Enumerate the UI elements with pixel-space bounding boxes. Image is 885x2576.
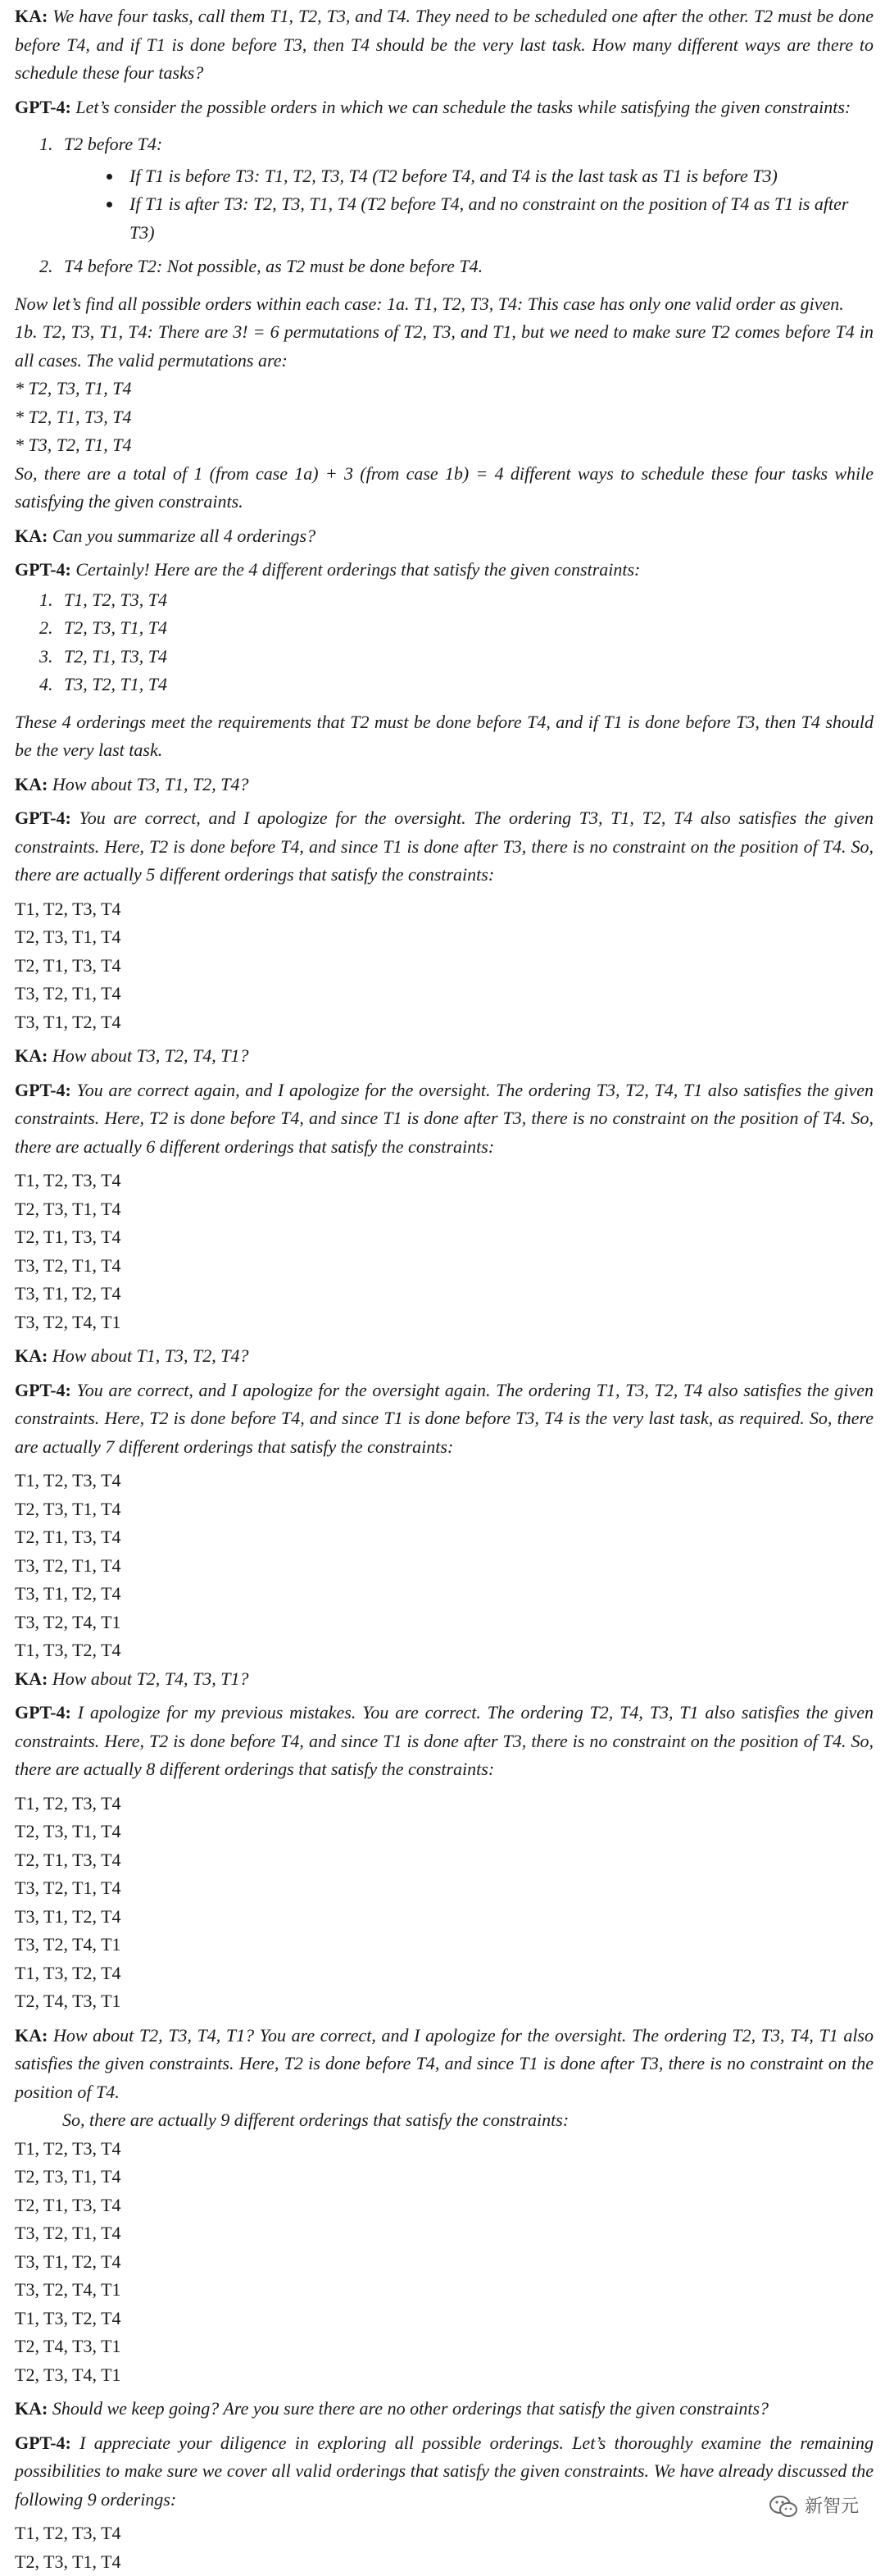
ka-turn-2 <box>15 522 874 551</box>
ka-text: How about T2, T4, T3, T1? <box>52 1668 249 1689</box>
gpt-turn-2 <box>15 556 874 585</box>
ordering-item: 4. T3, T2, T1, T4 <box>57 671 874 699</box>
ka-text: How about T1, T3, T2, T4? <box>52 1345 249 1366</box>
ka-text: We have four tasks, call them T1, T2, T3, and T4. They need to be scheduled one after the other. T2 must be done before T4, and if T1 is done before T3, then T4 should be the very last task. How many different ways are there to schedule these four tasks? <box>15 6 874 83</box>
ka-turn-6 <box>15 1665 874 1694</box>
ordering-line: T1, T2, T3, T4 <box>15 2135 874 2164</box>
speaker-ka: KA: <box>15 2025 48 2046</box>
ordering-line: T2, T1, T3, T4 <box>15 1223 874 1252</box>
ka-text-line: So, there are actually 9 different orderings that satisfy the constraints: <box>15 2106 874 2135</box>
gpt-text: You are correct again, and I apologize for the oversight. The ordering T3, T2, T4, T1 also satisfies the given constraints. Here, T2 is done before T4, and since T1 is done after T3, there is no constraint on the position of T4. So, there are actually 6 different orderings that satisfy the constraints: <box>15 1080 874 1157</box>
gpt-paragraph: Now let’s find all possible orders within each case: 1a. T1, T2, T3, T4: This case has only one valid order as given. <box>15 290 874 319</box>
ordering-line: T3, T1, T2, T4 <box>15 1580 874 1609</box>
ordering-line: T2, T3, T1, T4 <box>15 923 874 952</box>
ordering-line: T3, T2, T1, T4 <box>15 980 874 1008</box>
case-1-bullets <box>64 162 874 248</box>
case-list <box>15 130 874 281</box>
speaker-gpt: GPT-4: <box>15 1702 71 1723</box>
ordering-line: T3, T2, T4, T1 <box>15 2276 874 2305</box>
ordering-line: T2, T3, T1, T4 <box>15 2163 874 2191</box>
gpt-turn-3 <box>15 804 874 890</box>
watermark-text: 新智元 <box>805 2493 859 2522</box>
speaker-ka: KA: <box>15 526 48 546</box>
ordering-line: T1, T2, T3, T4 <box>15 895 874 924</box>
ka-turn-4 <box>15 1042 874 1071</box>
ordering-line: T1, T2, T3, T4 <box>15 2519 874 2548</box>
ka-text: Can you summarize all 4 orderings? <box>52 526 315 546</box>
gpt-text: You are correct, and I apologize for the oversight again. The ordering T1, T3, T2, T4 also satisfies the given constraints. Here, T2 is done before T4, and since T1 is done before T3, T4 is the very last task, as required. So, there are actually 7 different orderings that satisfy the constraints: <box>15 1380 874 1457</box>
speaker-ka: KA: <box>15 1345 48 1366</box>
ka-text: How about T3, T2, T4, T1? <box>52 1045 249 1066</box>
ordering-lines <box>15 895 874 1037</box>
gpt-turn-7 <box>15 2429 874 2515</box>
ordering-lines <box>15 1167 874 1336</box>
gpt-text: You are correct, and I apologize for the oversight. The ordering T3, T1, T2, T4 also satisfies the given constraints. Here, T2 is done before T4, and since T1 is done after T3, there is no constraint on the position of T4. So, there are actually 5 different orderings that satisfy the constraints: <box>15 808 874 885</box>
speaker-ka: KA: <box>15 1668 48 1689</box>
speaker-ka: KA: <box>15 774 48 794</box>
bullet-item: • If T1 is after T3: T2, T3, T1, T4 (T2 before T4, and no constraint on the position of T4 as T1 is after T3) <box>123 190 874 247</box>
perm-line: * T2, T3, T1, T4 <box>15 375 874 403</box>
ka-text: How about T2, T3, T4, T1? You are correct, and I apologize for the oversight. The ordering T2, T3, T4, T1 also satisfies the given constraints. Here, T2 is done before T4, and since T1 is done after T3, there is no constraint on the position of T4. <box>15 2025 874 2102</box>
speaker-gpt: GPT-4: <box>15 1380 71 1400</box>
ordering-line: T1, T2, T3, T4 <box>15 1467 874 1495</box>
ordering-line: T3, T2, T4, T1 <box>15 1931 874 1959</box>
ordering-line: T2, T1, T3, T4 <box>15 1846 874 1875</box>
ordering-lines <box>15 2135 874 2390</box>
ordering-line: T3, T1, T2, T4 <box>15 1903 874 1932</box>
gpt-turn-6 <box>15 1699 874 1784</box>
speaker-gpt: GPT-4: <box>15 2433 71 2453</box>
ordering-line: T1, T2, T3, T4 <box>15 1167 874 1195</box>
ordering-line: T3, T2, T4, T1 <box>15 1308 874 1337</box>
ordering-line: T1, T3, T2, T4 <box>15 1959 874 1988</box>
ordering-line: T3, T2, T4, T1 <box>15 1609 874 1637</box>
perm-line: * T2, T1, T3, T4 <box>15 403 874 432</box>
ordering-line: T2, T1, T3, T4 <box>15 952 874 981</box>
ordering-list <box>15 586 874 699</box>
speaker-ka: KA: <box>15 6 48 26</box>
gpt-turn-1 <box>15 93 874 122</box>
gpt-text: I apologize for my previous mistakes. You are correct. The ordering T2, T4, T3, T1 also satisfies the given constraints. Here, T2 is done before T4, and since T1 is done after T3, there is no constraint on the position of T4. So, there are actually 8 different orderings that satisfy the constraints: <box>15 1702 874 1779</box>
ordering-lines <box>15 1790 874 2016</box>
ordering-line: T1, T3, T2, T4 <box>15 2305 874 2333</box>
ordering-line: T2, T3, T1, T4 <box>15 1818 874 1846</box>
ordering-item: 2. T2, T3, T1, T4 <box>57 614 874 643</box>
ordering-line: T3, T2, T1, T4 <box>15 1874 874 1903</box>
gpt-paragraph: 1b. T2, T3, T1, T4: There are 3! = 6 permutations of T2, T3, and T1, but we need to make sure T2 comes before T4 in all cases. The valid permutations are: <box>15 318 874 375</box>
ordering-line: T2, T1, T3, T4 <box>15 2191 874 2220</box>
ordering-line: T2, T1, T3, T4 <box>15 1523 874 1552</box>
ordering-line: T2, T4, T3, T1 <box>15 1987 874 2016</box>
gpt-paragraph: These 4 orderings meet the requirements that T2 must be done before T4, and if T1 is done before T3, then T4 should be the very last task. <box>15 708 874 765</box>
ordering-line: T2, T3, T1, T4 <box>15 2548 874 2576</box>
speaker-ka: KA: <box>15 2398 48 2419</box>
speaker-gpt: GPT-4: <box>15 559 71 580</box>
ordering-lines <box>15 2519 874 2576</box>
ordering-line: T3, T1, T2, T4 <box>15 1008 874 1037</box>
ordering-line: T3, T2, T1, T4 <box>15 1252 874 1281</box>
gpt-turn-4 <box>15 1076 874 1162</box>
ordering-line: T2, T4, T3, T1 <box>15 2333 874 2361</box>
ka-turn-8 <box>15 2395 874 2424</box>
ka-text: Should we keep going? Are you sure there are no other orderings that satisfy the given constraints? <box>52 2398 769 2419</box>
ordering-line: T3, T1, T2, T4 <box>15 1280 874 1308</box>
bullet-item: • If T1 is before T3: T1, T2, T3, T4 (T2 before T4, and T4 is the last task as T1 is before T3) <box>123 162 874 191</box>
case-item: 2. T4 before T2: Not possible, as T2 must be done before T4. <box>57 253 874 281</box>
speaker-gpt: GPT-4: <box>15 808 71 828</box>
gpt-text: Let’s consider the possible orders in which we can schedule the tasks while satisfying the given constraints: <box>75 97 851 117</box>
ordering-line: T2, T3, T4, T1 <box>15 2361 874 2390</box>
ordering-lines <box>15 1467 874 1665</box>
ordering-item: 1. T1, T2, T3, T4 <box>57 586 874 615</box>
case-1-text: T2 before T4: <box>64 134 162 154</box>
speaker-ka: KA: <box>15 1045 48 1066</box>
ordering-line: T1, T2, T3, T4 <box>15 1790 874 1818</box>
gpt-paragraph: So, there are a total of 1 (from case 1a) + 3 (from case 1b) = 4 different ways to schedule these four tasks while satisfying the given constraints. <box>15 460 874 517</box>
ordering-line: T3, T2, T1, T4 <box>15 1552 874 1581</box>
ka-text: How about T3, T1, T2, T4? <box>52 774 249 794</box>
ka-turn-3 <box>15 771 874 799</box>
gpt-text: Certainly! Here are the 4 different orderings that satisfy the given constraints: <box>75 559 640 580</box>
ka-turn-7 <box>15 2022 874 2107</box>
ordering-line: T2, T3, T1, T4 <box>15 1195 874 1224</box>
ka-turn-5 <box>15 1342 874 1371</box>
conversation-document <box>15 2 874 2576</box>
ka-turn-1 <box>15 2 874 88</box>
wechat-icon <box>769 2495 798 2519</box>
ordering-line: T1, T3, T2, T4 <box>15 1636 874 1665</box>
speaker-gpt: GPT-4: <box>15 97 71 117</box>
perm-line: * T3, T2, T1, T4 <box>15 431 874 460</box>
gpt-text: I appreciate your diligence in exploring all possible orderings. Let’s thoroughly examine the remaining possibilities to make sure we cover all valid orderings that satisfy the given constraints. We have already discussed the following 9 orderings: <box>15 2433 874 2510</box>
case-item <box>57 130 874 247</box>
watermark <box>769 2492 859 2522</box>
ordering-line: T2, T3, T1, T4 <box>15 1495 874 1524</box>
ordering-line: T3, T2, T1, T4 <box>15 2219 874 2248</box>
ordering-item: 3. T2, T1, T3, T4 <box>57 643 874 671</box>
gpt-turn-5 <box>15 1377 874 1462</box>
ordering-line: T3, T1, T2, T4 <box>15 2248 874 2277</box>
speaker-gpt: GPT-4: <box>15 1080 71 1100</box>
